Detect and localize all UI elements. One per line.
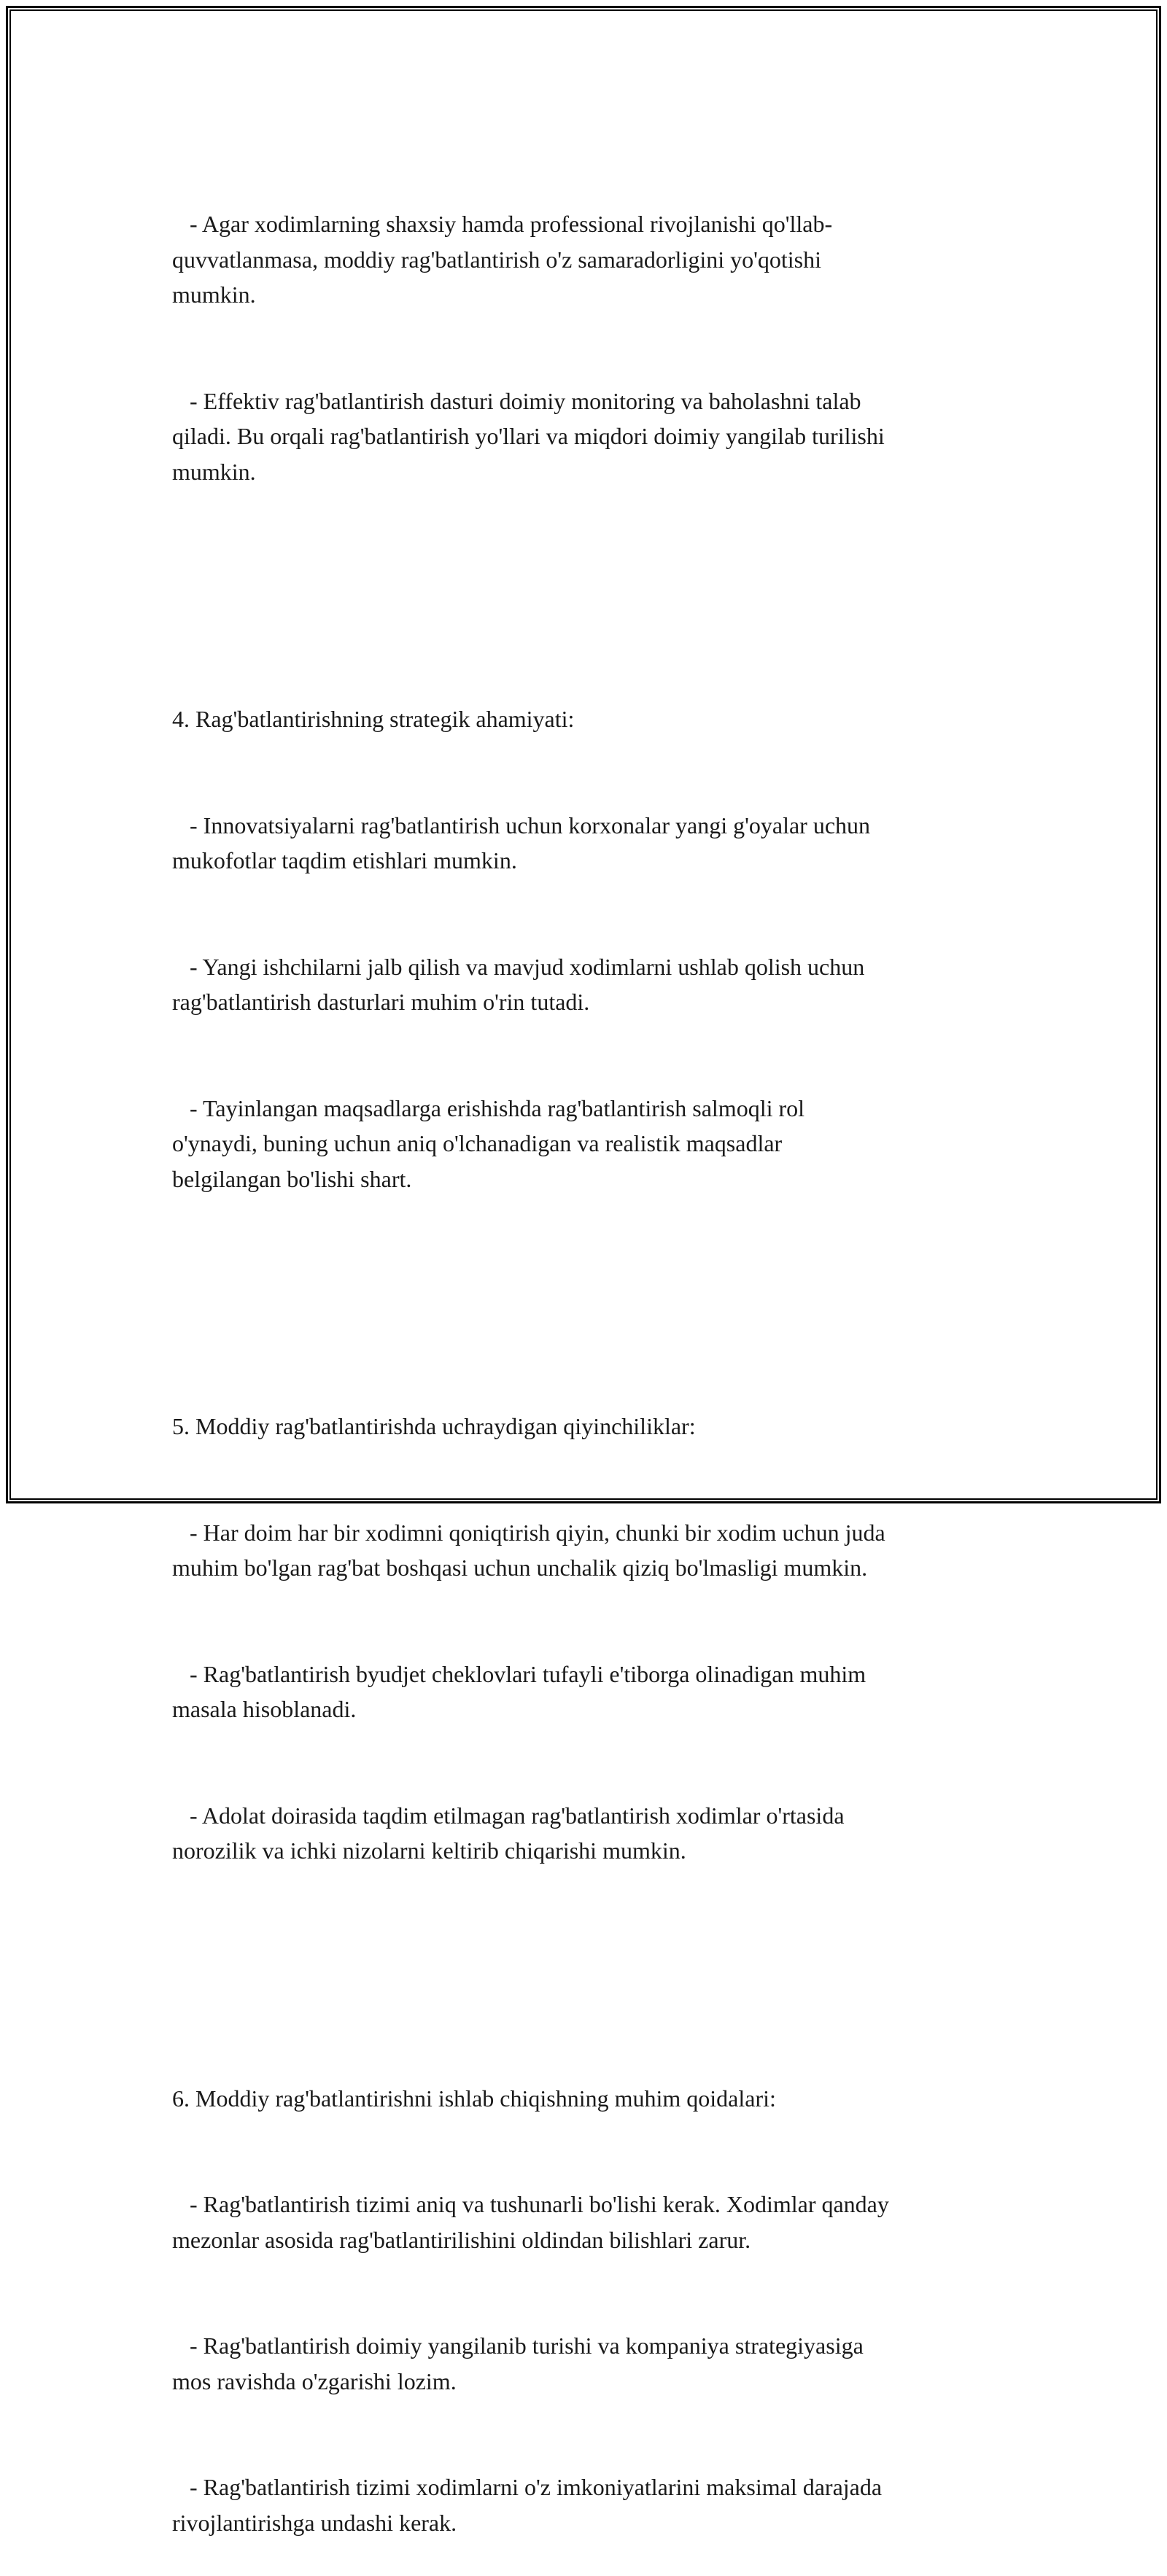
- bullet-effective-program: - Effektiv rag'batlantirish dasturi doimiy monitoring va baholashni talab qiladi. Bu orqali rag'batlantirish yo'llari va miqdori doimiy yangilab turilishi mumkin.: [172, 387, 885, 485]
- bullet-budget: - Rag'batlantirish byudjet cheklovlari tufayli e'tiborga olinadigan muhim masala hisoblanadi.: [172, 1660, 866, 1722]
- section-spacer: [172, 560, 996, 596]
- section-spacer: [172, 1267, 996, 1303]
- bullet-innovation: - Innovatsiyalarni rag'batlantirish uchun korxonalar yangi g'oyalar uchun mukofotlar taqdim etishlari mumkin.: [172, 812, 871, 873]
- bullet-personal-development: - Agar xodimlarning shaxsiy hamda professional rivojlanishi qo'llab- quvvatlanmasa, moddiy rag'batlantirish o'z samaradorligini yo'qotishi mumkin.: [172, 211, 833, 308]
- section-heading-6: 6. Moddiy rag'batlantirishni ishlab chiqishning muhim qoidalari:: [172, 2085, 776, 2112]
- bullet-retention: - Yangi ishchilarni jalb qilish va mavjud xodimlarni ushlab qolish uchun rag'batlantirish dasturlari muhim o'rin tutadi.: [172, 953, 865, 1015]
- bullet-goals: - Tayinlangan maqsadlarga erishishda rag'batlantirish salmoqli rol o'ynaydi, buning uchun aniq o'lchanadigan va realistik maqsadlar belgilangan bo'lishi shart.: [172, 1094, 805, 1192]
- bullet-updating: - Rag'batlantirish doimiy yangilanib turishi va kompaniya strategiyasiga mos ravishda o'zgarishi lozim.: [172, 2332, 864, 2394]
- section-heading-5: 5. Moddiy rag'batlantirishda uchraydigan qiyinchiliklar:: [172, 1413, 696, 1439]
- bullet-potential: - Rag'batlantirish tizimi xodimlarni o'z imkoniyatlarini maksimal darajada rivojlantirishga undashi kerak.: [172, 2474, 883, 2536]
- bullet-satisfaction: - Har doim har bir xodimni qoniqtirish qiyin, chunki bir xodim uchun juda muhim bo'lgan rag'bat boshqasi uchun unchalik qiziq bo'lmasligi mumkin.: [172, 1519, 885, 1581]
- section-heading-4: 4. Rag'batlantirishning strategik ahamiyati:: [172, 706, 575, 732]
- document-body: [172, 136, 996, 2576]
- bullet-clarity: - Rag'batlantirish tizimi aniq va tushunarli bo'lishi kerak. Xodimlar qanday mezonlar asosida rag'batlantirilishini oldindan bilishlari zarur.: [172, 2191, 889, 2253]
- bullet-fairness: - Adolat doirasida taqdim etilmagan rag'batlantirish xodimlar o'rtasida norozilik va ichki nizolarni keltirib chiqarishi mumkin.: [172, 1802, 845, 1864]
- section-spacer: [172, 1939, 996, 1975]
